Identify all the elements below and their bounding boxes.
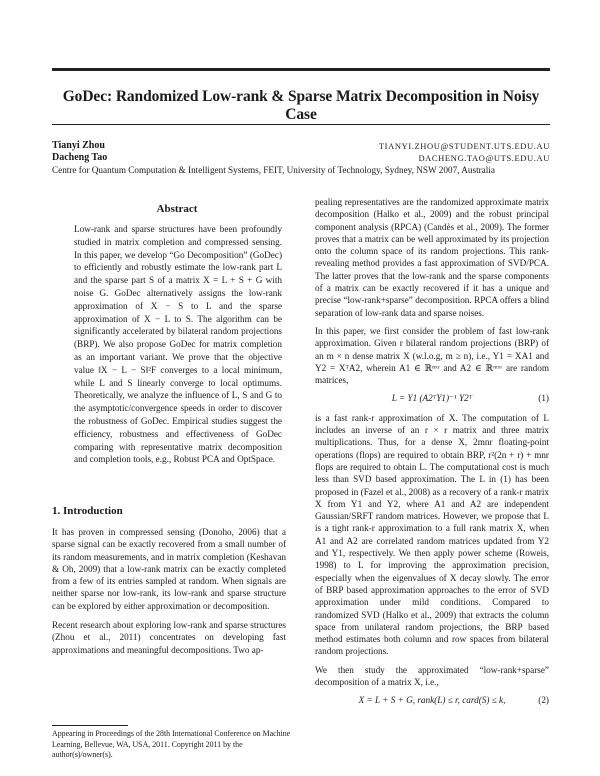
intro-paragraph-2: Recent research about exploring low-rank and sparse structures (Zhou et al., 2011) concentrates on developing fast approximations and meaningful decompositions. Two ap-	[52, 620, 286, 655]
equation-2-number: (2)	[538, 695, 549, 706]
author-email-1[interactable]: TIANYI.ZHOU@STUDENT.UTS.EDU.AU	[378, 141, 550, 151]
left-column	[52, 526, 286, 663]
right-paragraph-3: is a fast rank-r approximation of X. The computation of L includes an inverse of an r × r matrix and three matrix multiplications. Thus, for a dense X, 2mnr floating-point operations (flops) are required to obtain BRP, r²(2n + r) + mnr flops are required to obtain L. The computational cost is much less than SVD based approximation. The L in (1) has been proposed in (Fazel et al., 2008) as a recovery of a rank-r matrix X from Y1 and Y2, where A1 and A2 are independent Gaussian/SRFT random matrices. However, we propose that L is a tight rank-r approximation to a full rank matrix X, when A1 and A2 are correlated random matrices updated from Y2 and Y1, respectively. We then apply power scheme (Roweis, 1998) to L for improving the approximation precision, especially when the eigenvalues of X decay slowly. The error of BRP based approximation approaches to the error of SVD approximation under mild conditions. Compared to randomized SVD (Halko et al., 2009) that extracts the column space from unilateral random projections, the BRP based method estimates both column and row spaces from bilateral random projections.	[315, 412, 549, 657]
intro-paragraph-1: It has proven in compressed sensing (Donoho, 2006) that a sparse signal can be exactly recovered from a small number of its random measurements, and in matrix completion (Keshavan & Oh, 2009) that a low-rank matrix can be exactly completed from a few of its entries sampled at random. When signals are neither sparse nor low-rank, its low-rank and sparse structure can be explored by either approximation or decomposition.	[52, 527, 286, 611]
section-heading-introduction: 1. Introduction	[52, 505, 123, 517]
abstract-heading: Abstract	[156, 203, 198, 215]
equation-2-body: X = L + S + G, rank(L) ≤ r, card(S) ≤ k,	[358, 695, 506, 706]
author-name-1: Tianyi Zhou	[52, 140, 105, 151]
abstract-text: Low-rank and sparse structures have been profoundly studied in matrix completion and compressed sensing. In this paper, we develop “Go Decomposition” (GoDec) to efficiently and robustly estimate the low-rank part L and the sparse part S of a matrix X = L + S + G with noise G. GoDec alternatively assigns the low-rank approximation of X − S to L and the sparse approximation of X − L to S. The algorithm can be significantly accelerated by bilateral random projections (BRP). We also propose GoDec for matrix completion as an important variant. We prove that the objective value ‖X − L − S‖²F converges to a local minimum, while L and S linearly converge to local optimums. Theoretically, we analyze the influence of L, S and G to the asymptotic/convergence speeds in order to discover the robustness of GoDec. Empirical studies suggest the efficiency, robustness and effectiveness of GoDec comparing with representative matrix decomposition and completion tools, e.g., Robust PCA and OptSpace.	[74, 224, 282, 465]
footnote-rule	[52, 725, 128, 726]
equation-2	[315, 694, 549, 706]
right-paragraph-1: pealing representatives are the randomized approximate matrix decomposition (Halko et al., 2009) and the robust principal component analysis (RPCA) (Candès et al., 2009). The former proves that a matrix can be well approximated by its projection onto the column space of its random projections. This rank-revealing method provides a fast approximation of SVD/PCA. The latter proves that the low-rank and the sparse components of a matrix can be exactly recovered if it has a unique and precise “low-rank+sparse” decomposition. RPCA offers a blind separation of low-rank data and sparse noises.	[315, 197, 549, 318]
right-paragraph-2: In this paper, we first consider the problem of fast low-rank approximation. Given r bilateral random projections (BRP) of an m × n dense matrix X (w.l.o.g, m ≥ n), i.e., Y1 = XA1 and Y2 = XᵀA2, wherein A1 ∈ ℝⁿˣʳ and A2 ∈ ℝᵐˣʳ are random matrices,	[315, 325, 549, 386]
title-bottom-rule	[52, 124, 550, 125]
author-name-2: Dacheng Tao	[52, 152, 108, 163]
author-email-2[interactable]: DACHENG.TAO@UTS.EDU.AU	[418, 153, 550, 163]
equation-1	[315, 392, 549, 404]
right-paragraph-4: We then study the approximated “low-rank+sparse” decomposition of a matrix X, i.e.,	[315, 664, 549, 687]
title-top-rule	[52, 68, 550, 71]
footnote: Appearing in Proceedings of the 28th International Conference on Machine Learning, Bellevue, WA, USA, 2011. Copyright 2011 by the author(s)/owner(s).	[52, 729, 291, 760]
paper-title: GoDec: Randomized Low-rank & Sparse Matrix Decomposition in Noisy Case	[62, 88, 540, 123]
equation-1-number: (1)	[538, 393, 549, 404]
equation-1-body: L = Y1 (A2ᵀY1)⁻¹ Y2ᵀ	[391, 393, 473, 404]
right-column	[315, 196, 549, 714]
affiliation: Centre for Quantum Computation & Intelligent Systems, FEIT, University of Technology, Sydney, NSW 2007, Australia	[52, 165, 495, 175]
